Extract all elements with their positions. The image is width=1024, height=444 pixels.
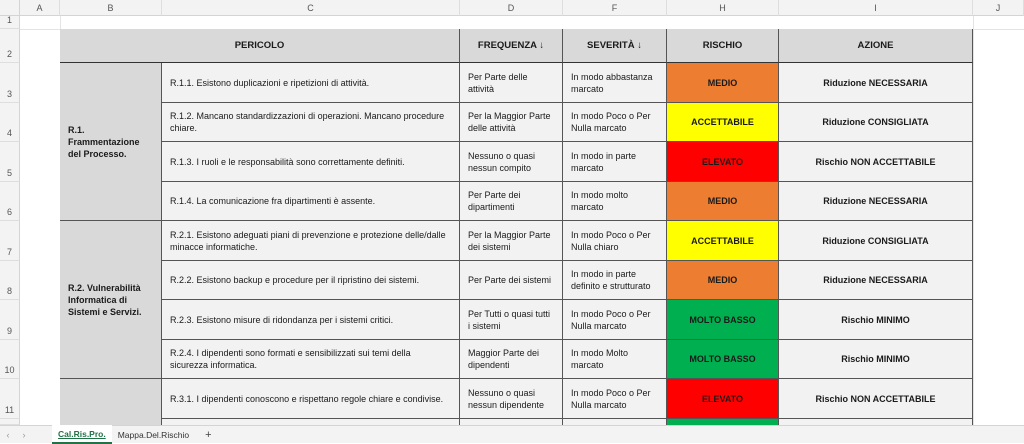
row-header-6[interactable]: 6 xyxy=(0,182,20,221)
tab-mappa-del-rischio[interactable]: Mappa.Del.Rischio xyxy=(117,429,190,440)
next-sheet-arrow-icon[interactable]: › xyxy=(22,429,26,440)
cell-azione[interactable]: Riduzione NECESSARIA xyxy=(779,261,973,300)
cell-rischio[interactable]: ACCETTABILE xyxy=(667,103,779,142)
tab-cal-ris-pro[interactable]: Cal.Ris.Pro. xyxy=(52,425,112,444)
cell-severita[interactable]: In modo abbastanza marcato xyxy=(563,63,667,103)
row-header-10[interactable]: 10 xyxy=(0,340,20,379)
row-header-7[interactable]: 7 xyxy=(0,221,20,261)
column-header-i[interactable]: I xyxy=(779,0,973,16)
cell-severita[interactable]: In modo Poco o Per Nulla marcato xyxy=(563,300,667,340)
cell-frequenza[interactable]: Per Parte dei sistemi xyxy=(460,261,563,300)
row-header-3[interactable]: 3 xyxy=(0,63,20,103)
column-header-b[interactable]: B xyxy=(60,0,162,16)
cell-severita[interactable]: In modo molto marcato xyxy=(563,182,667,221)
cell-frequenza[interactable]: Per Parte delle attività xyxy=(460,63,563,103)
sheet-tab-bar xyxy=(0,425,1024,443)
group-r3[interactable] xyxy=(60,379,162,425)
row-header-11[interactable]: 11 xyxy=(0,379,20,419)
cell-rischio[interactable]: ACCETTABILE xyxy=(667,221,779,261)
column-header-j[interactable]: J xyxy=(973,0,1024,16)
cell-severita[interactable]: In modo in parte marcato xyxy=(563,142,667,182)
cell-azione[interactable]: Rischio NON ACCETTABILE xyxy=(779,142,973,182)
cell-rischio[interactable]: ELEVATO xyxy=(667,142,779,182)
cell-frequenza[interactable]: Maggior Parte dei dipendenti xyxy=(460,340,563,379)
cell-pericolo[interactable]: R.1.2. Mancano standardizzazioni di operazioni. Mancano procedure chiare. xyxy=(162,103,460,142)
row-header-1[interactable]: 1 xyxy=(0,16,20,29)
header-frequenza[interactable]: FREQUENZA ↓ xyxy=(460,29,563,63)
header-azione[interactable]: AZIONE xyxy=(779,29,973,63)
cell-frequenza[interactable]: Per la Maggior Parte dei sistemi xyxy=(460,221,563,261)
cell-frequenza[interactable]: Per Tutti o quasi tutti i sistemi xyxy=(460,300,563,340)
cell-severita[interactable]: In modo Molto marcato xyxy=(563,340,667,379)
cell-rischio[interactable]: MOLTO BASSO xyxy=(667,300,779,340)
cell-pericolo[interactable]: R.1.4. La comunicazione fra dipartimenti è assente. xyxy=(162,182,460,221)
cell-frequenza[interactable]: Per Parte dei dipartimenti xyxy=(460,182,563,221)
column-header-f[interactable]: F xyxy=(563,0,667,16)
cell-severita[interactable]: In modo in parte definito e strutturato xyxy=(563,261,667,300)
header-rischio[interactable]: RISCHIO xyxy=(667,29,779,63)
gridline xyxy=(973,16,974,425)
column-header-h[interactable]: H xyxy=(667,0,779,16)
cell-azione[interactable]: Riduzione NECESSARIA xyxy=(779,63,973,103)
cell-pericolo[interactable]: R.3.1. I dipendenti conoscono e rispettano regole chiare e condivise. xyxy=(162,379,460,419)
cell-frequenza[interactable]: Nessuno o quasi nessun dipendente xyxy=(460,379,563,419)
cell-rischio[interactable]: MOLTO BASSO xyxy=(667,340,779,379)
header-pericolo[interactable]: PERICOLO xyxy=(60,29,460,63)
cell-rischio[interactable]: MEDIO xyxy=(667,261,779,300)
cell-azione[interactable]: Riduzione CONSIGLIATA xyxy=(779,103,973,142)
select-all-corner[interactable] xyxy=(0,0,20,16)
cell-pericolo[interactable]: R.2.3. Esistono misure di ridondanza per i sistemi critici. xyxy=(162,300,460,340)
cell-azione[interactable]: Riduzione NECESSARIA xyxy=(779,182,973,221)
cell-azione[interactable]: Rischio MINIMO xyxy=(779,300,973,340)
cell-frequenza[interactable]: Per la Maggior Parte delle attività xyxy=(460,103,563,142)
cell-severita[interactable]: In modo Poco o Per Nulla chiaro xyxy=(563,221,667,261)
column-header-c[interactable]: C xyxy=(162,0,460,16)
cell-rischio[interactable]: MEDIO xyxy=(667,182,779,221)
row-header-9[interactable]: 9 xyxy=(0,300,20,340)
cell-pericolo[interactable]: R.2.2. Esistono backup e procedure per il ripristino dei sistemi. xyxy=(162,261,460,300)
cell-rischio[interactable]: MEDIO xyxy=(667,63,779,103)
group-r1[interactable]: R.1. Frammentazione del Processo. xyxy=(60,63,162,221)
cell-severita[interactable]: In modo Poco o Per Nulla marcato xyxy=(563,379,667,419)
cell-azione[interactable]: Riduzione CONSIGLIATA xyxy=(779,221,973,261)
column-header-a[interactable]: A xyxy=(20,0,60,16)
group-r2[interactable]: R.2. Vulnerabilità Informatica di Sistemi e Servizi. xyxy=(60,221,162,379)
cell-pericolo[interactable]: R.1.1. Esistono duplicazioni e ripetizioni di attività. xyxy=(162,63,460,103)
header-severita[interactable]: SEVERITÀ ↓ xyxy=(563,29,667,63)
cell-rischio[interactable]: ELEVATO xyxy=(667,379,779,419)
cell-azione[interactable]: Rischio MINIMO xyxy=(779,340,973,379)
cell-frequenza[interactable]: Nessuno o quasi nessun compito xyxy=(460,142,563,182)
row-header-4[interactable]: 4 xyxy=(0,103,20,142)
row-header-8[interactable]: 8 xyxy=(0,261,20,300)
add-sheet-button[interactable]: + xyxy=(205,428,212,441)
cell-azione[interactable]: Rischio NON ACCETTABILE xyxy=(779,379,973,419)
column-header-d[interactable]: D xyxy=(460,0,563,16)
prev-sheet-arrow-icon[interactable]: ‹ xyxy=(6,429,10,440)
cell-pericolo[interactable]: R.2.1. Esistono adeguati piani di prevenzione e protezione delle/dalle minacce informatiche. xyxy=(162,221,460,261)
row-header-2[interactable]: 2 xyxy=(0,29,20,63)
cell-severita[interactable]: In modo Poco o Per Nulla marcato xyxy=(563,103,667,142)
cell-pericolo[interactable]: R.2.4. I dipendenti sono formati e sensibilizzati sui temi della sicurezza informatica. xyxy=(162,340,460,379)
row-header-5[interactable]: 5 xyxy=(0,142,20,182)
cell-pericolo[interactable]: R.1.3. I ruoli e le responsabilità sono correttamente definiti. xyxy=(162,142,460,182)
